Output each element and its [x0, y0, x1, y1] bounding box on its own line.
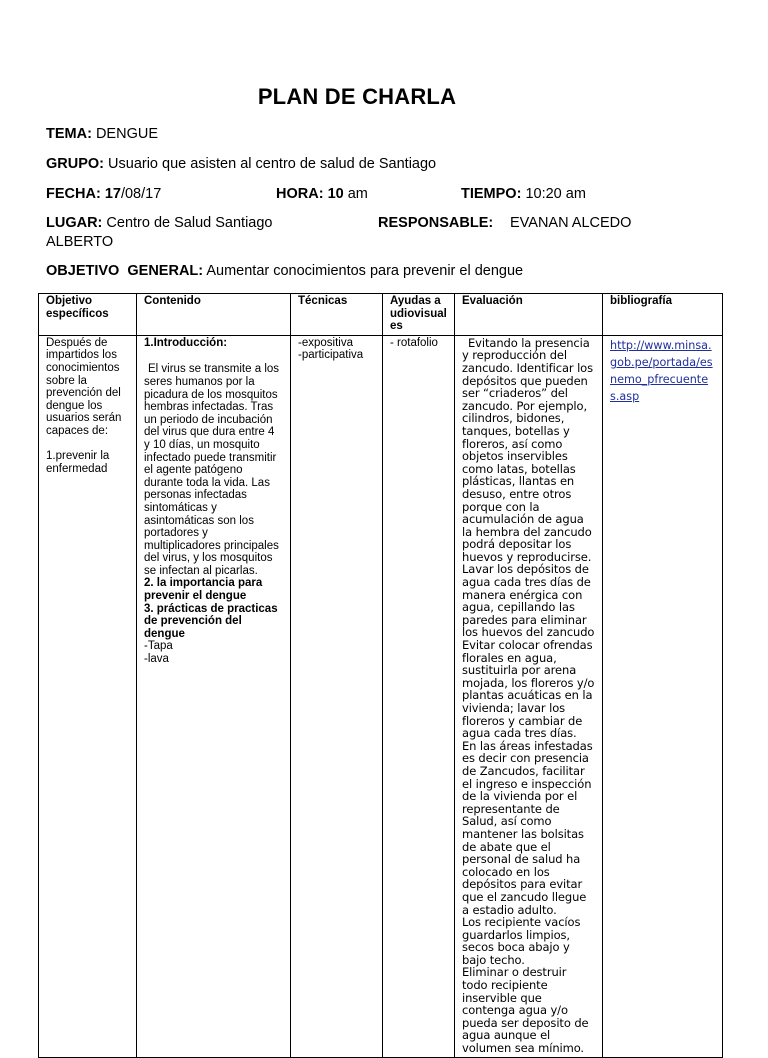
fecha-label: FECHA: [46, 186, 101, 202]
tema-line [46, 126, 158, 142]
header-contenido [137, 294, 291, 336]
grupo-label: GRUPO: [46, 156, 104, 172]
header-objetivos-text: Objetivo específicos [46, 295, 109, 320]
cell-contenido [137, 335, 291, 1057]
tema-value: DENGUE [95, 126, 158, 142]
eval-paragraph-5: Los recipiente vacíos guardarlos limpios, secos boca abajo y bajo techo. [462, 915, 581, 967]
page-title: PLAN DE CHARLA [257, 84, 457, 109]
header-bibliografia-text: bibliografía [610, 295, 672, 307]
hora-label: HORA: [276, 186, 324, 202]
lugar-line [46, 215, 273, 231]
ayudas-text: - rotafolio [390, 336, 438, 349]
grupo-line [46, 156, 436, 172]
header-evaluacion-text: Evaluación [462, 295, 523, 307]
intro-title: 1.Introducción: [144, 336, 228, 349]
eval-paragraph-6: Eliminar o destruir todo recipiente inservible que contenga agua y/o pueda ser deposito de agua aunque el volumen sea mínimo. [462, 965, 589, 1056]
header-tecnicas-text: Técnicas [298, 295, 348, 307]
cell-bibliografia [603, 335, 723, 1057]
header-bibliografia [603, 294, 723, 336]
responsable-value-line2: ALBERTO [46, 234, 114, 250]
header-evaluacion [455, 294, 603, 336]
eval-paragraph-2: Lavar los depósitos de agua cada tres días de manera enérgica con agua, cepillando las paredes para eliminar los huevos del zancudo [462, 562, 595, 640]
hora-value: 10 [327, 186, 344, 202]
tecnica-expositiva: -expositiva [298, 336, 353, 349]
fecha-line [46, 186, 161, 202]
point-3: 3. prácticas de practicas de prevención del dengue [144, 602, 278, 640]
tapa-item: -Tapa [144, 640, 173, 653]
intro-text: El virus se transmite a los seres humanos por la picadura de los mosquitos hembras infectadas. Tras un periodo de incubación del virus que dura entre 4 y 10 días, un mosquito infectado puede transmitir el agente patógeno durante toda la vida. Las personas infectadas sintomáticas y asintomáticas son los portadores y multiplicadores principales del virus, y los mosquitos se infectan al picarlas. [144, 363, 280, 577]
cell-objetivos [39, 335, 137, 1057]
plan-table [38, 293, 723, 1058]
table-header-row [39, 294, 723, 336]
cell-tecnicas [291, 335, 383, 1057]
eval-paragraph-1: Evitando la presencia y reproducción del zancudo. Identificar los depósitos que pueden ser “criaderos” del zancudo. Por ejemplo, cilindros, bidones, tanques, botellas y floreros, así como objetos inservibles como latas, botellas plásticas, llantas en desuso, entre otros porque con la acumulación de agua la hembra del zancudo podrá depositar los huevos y reproducirse. [462, 335, 594, 564]
header-contenido-text: Contenido [144, 295, 201, 307]
lugar-label: LUGAR: [46, 215, 103, 231]
tema-label: TEMA: [46, 126, 92, 142]
eval-paragraph-4: En las áreas infestadas es decir con presencia de Zancudos, facilitar el ingreso e inspección de la vivienda por el representante de Salud, así como mantener las bolsitas de abate que el personal de salud ha colocado en los depósitos para evitar que el zancudo llegue a estadio adulto. [462, 738, 593, 917]
tiempo-label: TIEMPO: [461, 186, 522, 202]
grupo-value: Usuario que asisten al centro de salud de Santiago [108, 156, 437, 172]
lugar-value: Centro de Salud Santiago [106, 215, 273, 231]
hora-line [276, 186, 368, 202]
objetivo-general-value: Aumentar conocimientos para prevenir el dengue [206, 263, 524, 279]
fecha-day: 17 [104, 186, 121, 202]
objetivo-general-label: OBJETIVO GENERAL: [46, 263, 204, 279]
eval-paragraph-3: Evitar colocar ofrendas florales en agua, sustituirla por arena mojada, los floreros y/o plantas acuáticas en la vivienda; lavar los floreros y cambiar de agua cada tres días. [462, 638, 595, 741]
objetivo-general-line [46, 263, 523, 279]
hora-unit: am [347, 186, 368, 202]
cell-evaluacion [455, 335, 603, 1057]
responsable-label: RESPONSABLE: [378, 215, 494, 231]
objetivos-text: Después de impartidos los conocimientos sobre la prevención del dengue los usuarios serán capaces de: 1.prevenir la enfermedad [46, 336, 122, 475]
tiempo-line [461, 186, 586, 202]
point-2: 2. la importancia para prevenir el dengue [144, 577, 263, 603]
header-ayudas-text: Ayudas audiovisuales [390, 295, 447, 333]
fecha-rest: /08/17 [120, 186, 162, 202]
cell-ayudas [383, 335, 455, 1057]
header-ayudas [383, 294, 455, 336]
bibliografia-link[interactable]: http://www.minsa.gob.pe/portada/esnemo_pfrecuentes.asp [610, 338, 713, 403]
lava-item: -lava [144, 653, 169, 666]
tecnica-participativa: -participativa [298, 349, 364, 362]
header-objetivos [39, 294, 137, 336]
table-row [39, 335, 723, 1057]
tiempo-value: 10:20 am [525, 186, 586, 202]
header-tecnicas [291, 294, 383, 336]
responsable-value-line1: EVANAN ALCEDO [510, 215, 632, 231]
